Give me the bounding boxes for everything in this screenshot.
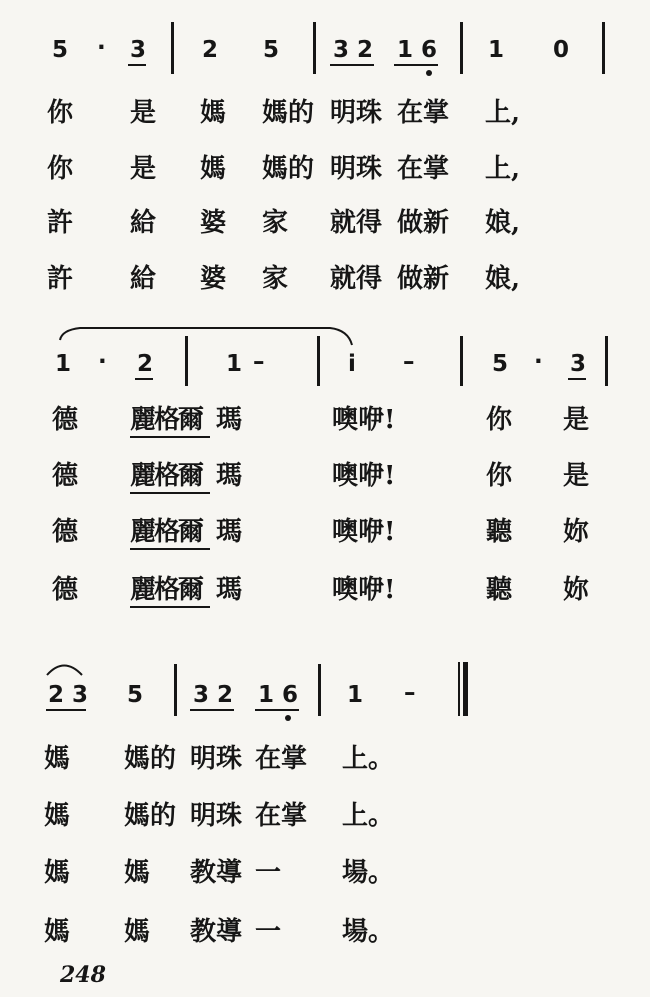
note: 5 (127, 682, 144, 708)
dot-note: · (534, 349, 543, 375)
lyric: 上, (485, 98, 521, 128)
slur-arc (47, 666, 82, 676)
lyric: 做新 (397, 208, 450, 238)
lyric: 媽 (44, 744, 71, 774)
lyric: 媽 (200, 154, 227, 184)
note: 1 (347, 682, 364, 708)
underline (130, 492, 210, 494)
underline (190, 709, 234, 711)
underline (130, 548, 210, 550)
note: 1 (226, 351, 243, 377)
lyric: 瑪 (216, 517, 243, 547)
lyric: 瑪 (216, 461, 243, 491)
dash: – (403, 349, 415, 375)
lyric: 媽 (44, 917, 71, 947)
lyric: 媽的 (262, 98, 315, 128)
lyric: 上。 (342, 801, 395, 831)
note-group: 1 6 (397, 37, 438, 63)
lyric: 給 (130, 208, 157, 238)
lyric: 德 (52, 575, 79, 605)
lyric: 做新 (397, 264, 450, 294)
lyric: 家 (262, 208, 289, 238)
underline (255, 709, 299, 711)
lyric: 噢咿! (332, 517, 396, 547)
lyric: 德 (52, 517, 79, 547)
lyric: 是 (130, 154, 157, 184)
lyric: 在掌 (397, 98, 450, 128)
lyric: 場。 (342, 858, 395, 888)
lyric: 許 (47, 208, 74, 238)
bar-line (605, 336, 608, 386)
lyric: 你 (47, 98, 74, 128)
note: 1 (55, 351, 72, 377)
lyric: 明珠 (190, 744, 243, 774)
lyric: 娘, (485, 264, 521, 294)
lyric: 婆 (200, 208, 227, 238)
lyric: 噢咿! (332, 405, 396, 435)
dash: – (404, 680, 416, 706)
lyric: 噢咿! (332, 461, 396, 491)
lyric: 許 (47, 264, 74, 294)
lyric: 噢咿! (332, 575, 396, 605)
lyric: 瑪 (216, 405, 243, 435)
lyric: 是 (563, 461, 590, 491)
note: 2 (202, 37, 219, 63)
note: 2 (137, 351, 154, 377)
lyric: 是 (130, 98, 157, 128)
bar-line (174, 664, 177, 716)
note: 3 (570, 351, 587, 377)
lyric: 娘, (485, 208, 521, 238)
lyric: 媽 (124, 858, 151, 888)
lyric: 是 (563, 405, 590, 435)
bar-line (318, 664, 321, 716)
lyric: 上, (485, 154, 521, 184)
lyric: 就得 (330, 208, 383, 238)
lyric: 媽 (44, 858, 71, 888)
slur-arc (60, 328, 352, 345)
lyric: 媽 (124, 917, 151, 947)
underline (135, 378, 153, 380)
high-note: i (348, 351, 356, 377)
dash: – (253, 349, 265, 375)
lyric: 媽 (200, 98, 227, 128)
lyric: 教導 (190, 858, 243, 888)
lyric: 德 (52, 405, 79, 435)
lyric: 你 (486, 405, 513, 435)
lyric: 家 (262, 264, 289, 294)
lyric: 媽的 (124, 801, 177, 831)
lyric: 明珠 (330, 154, 383, 184)
lyric: 你 (47, 154, 74, 184)
lyric: 妳 (563, 517, 590, 547)
lyric: 麗格爾 (130, 575, 203, 605)
lyric: 教導 (190, 917, 243, 947)
lyric: 媽的 (124, 744, 177, 774)
lyric: 一 (255, 917, 282, 947)
lyric: 明珠 (330, 98, 383, 128)
lyric: 媽的 (262, 154, 315, 184)
final-barline-thin (458, 662, 460, 716)
page-number: 248 (60, 962, 106, 988)
final-barline-thick (463, 662, 468, 716)
underline (46, 709, 86, 711)
note: 0 (553, 37, 570, 63)
lyric: 在掌 (255, 801, 308, 831)
lyric: 麗格爾 (130, 405, 203, 435)
lyric: 你 (486, 461, 513, 491)
lyric: 明珠 (190, 801, 243, 831)
lyric: 一 (255, 858, 282, 888)
bar-line (185, 336, 188, 386)
note: 5 (52, 37, 69, 63)
note: 3 (130, 37, 147, 63)
note: 5 (263, 37, 280, 63)
lyric: 德 (52, 461, 79, 491)
lyric: 妳 (563, 575, 590, 605)
lyric: 在掌 (255, 744, 308, 774)
lyric: 就得 (330, 264, 383, 294)
note: 1 (488, 37, 505, 63)
lyric: 麗格爾 (130, 517, 203, 547)
dot-note: · (97, 35, 106, 61)
lyric: 聽 (486, 575, 513, 605)
lyric: 上。 (342, 744, 395, 774)
lyric: 在掌 (397, 154, 450, 184)
note-group: 2 3 (48, 682, 89, 708)
lyric: 場。 (342, 917, 395, 947)
lyric: 給 (130, 264, 157, 294)
lyric: 瑪 (216, 575, 243, 605)
lyric: 媽 (44, 801, 71, 831)
note-group: 3 2 (333, 37, 374, 63)
note: 5 (492, 351, 509, 377)
lyric: 聽 (486, 517, 513, 547)
lyric: 麗格爾 (130, 461, 203, 491)
low-octave-dot (285, 715, 291, 721)
note-group: 1 6 (258, 682, 299, 708)
underline (130, 436, 210, 438)
bar-line (317, 336, 320, 386)
bar-line (460, 336, 463, 386)
underline (568, 378, 586, 380)
dot-note: · (98, 349, 107, 375)
lyric: 婆 (200, 264, 227, 294)
note-group: 3 2 (193, 682, 234, 708)
underline (130, 606, 210, 608)
